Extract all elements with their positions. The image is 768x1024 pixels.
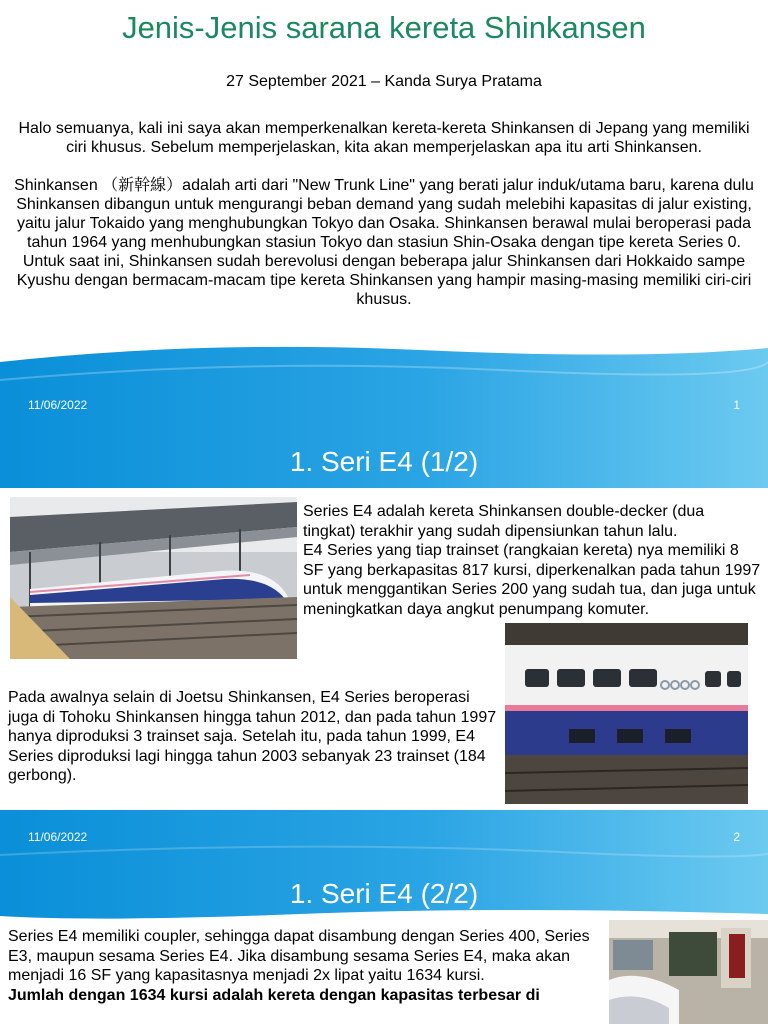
byline: 27 September 2021 – Kanda Surya Pratama	[226, 73, 542, 90]
train-front-photo	[609, 920, 768, 1024]
slide-number: 2	[733, 830, 740, 844]
slide-number: 1	[733, 398, 740, 412]
slide-2-bold-paragraph: Jumlah dengan 1634 kursi adalah kereta dengan kapasitas terbesar di	[8, 986, 540, 1004]
slide-header-band	[0, 340, 768, 488]
slide-header-band	[0, 810, 768, 920]
slide-1-paragraph-1: Series E4 adalah kereta Shinkansen double-decker (dua tingkat) terakhir yang sudah dipensiunkan tahun lalu.	[303, 503, 705, 540]
slide-date: 11/06/2022	[28, 830, 88, 844]
train-side-photo	[505, 623, 748, 804]
intro-paragraph-2: Shinkansen （新幹線）adalah arti dari "New Trunk Line" yang berati jalur induk/utama baru, karena dulu Shinkansen dibangun untuk mengurangi beban demand yang sudah melebihi kapasitas di jalur existing, yaitu jalur Tokaido yang menghubungkan Tokyo dan Osaka. Shinkansen berawal mulai beroperasi pada tahun 1964 yang menhubungkan stasiun Tokyo dan stasiun Shin-Osaka dengan tipe kereta Series 0. Untuk saat ini, Shinkansen sudah berevolusi dengan beberapa jalur Shinkansen dari Hokkaido sampe Kyushu dengan bermacam-macam tipe kereta Shinkansen yang hampir masing-masing memiliki ciri-ciri khusus.	[14, 177, 754, 308]
slide-date: 11/06/2022	[28, 398, 88, 412]
slide-1-paragraph-2: E4 Series yang tiap trainset (rangkaian kereta) nya memiliki 8 SF yang berkapasitas 817 kursi, diperkenalkan pada tahun 1997 untuk menggantikan Series 200 yang sudah tua, dan juga untuk meningkatkan daya angkut penumpang komuter.	[303, 542, 761, 618]
slide-heading: 1. Seri E4 (1/2)	[289, 446, 479, 477]
slide-2-text	[8, 927, 603, 1005]
slide-1-text-top	[303, 502, 761, 619]
slide-1-text-bottom: Pada awalnya selain di Joetsu Shinkansen, E4 Series beroperasi juga di Tohoku Shinkansen hingga tahun 2012, dan pada tahun 1997 hanya diproduksi 3 trainset saja. Setelah itu, pada tahun 1999, E4 Series diproduksi lagi hingga tahun 2003 sebanyak 23 trainset (184 gerbong).	[8, 689, 497, 784]
page-title: Jenis-Jenis sarana kereta Shinkansen	[122, 10, 646, 45]
train-platform-photo	[10, 497, 297, 659]
intro-text	[8, 119, 760, 309]
intro-paragraph-1: Halo semuanya, kali ini saya akan memperkenalkan kereta-kereta Shinkansen di Jepang yang memiliki ciri khusus. Sebelum memperjelaskan, kita akan memperjelaskan apa itu arti Shinkansen.	[18, 120, 750, 156]
slide-heading: 1. Seri E4 (2/2)	[289, 878, 479, 909]
slide-2-paragraph-1: Series E4 memiliki coupler, sehingga dapat disambung dengan Series 400, Series E3, maupun sesama Series E4. Jika disambung sesama Series E4, maka akan menjadi 16 SF yang kapasitasnya menjadi 2x lipat yaitu 1634 kursi.	[8, 928, 590, 984]
